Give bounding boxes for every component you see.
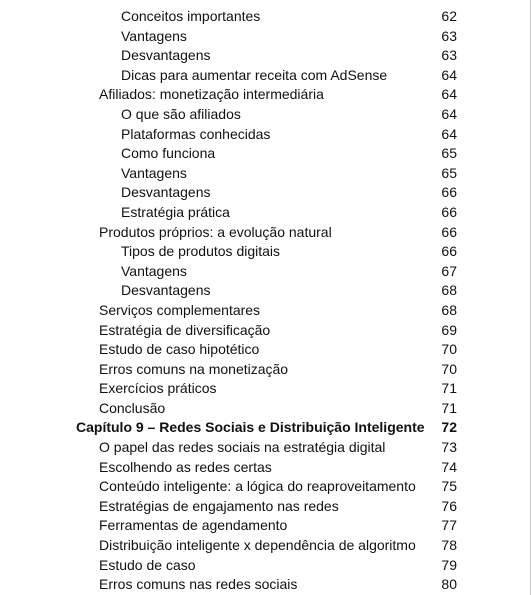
toc-entry (0, 379, 532, 399)
toc-page-number: 74 (441, 458, 457, 475)
toc-page-number: 80 (441, 576, 457, 593)
toc-entry-title: Conceitos importantes (121, 8, 261, 24)
toc-entry-title: Estudo de caso hipotético (99, 341, 260, 358)
toc-entry-title: Conclusão (99, 399, 166, 416)
toc-entry-title: Serviços complementares (99, 301, 261, 318)
toc-entry-title: Desvantagens (121, 282, 211, 299)
toc-page-number: 65 (441, 145, 457, 162)
toc-entry (0, 399, 532, 419)
toc-page-number: 72 (441, 419, 457, 436)
toc-page-number: 62 (441, 8, 457, 24)
toc-entry-title: Escolhendo as redes certas (99, 458, 272, 475)
toc-entry (0, 164, 532, 184)
toc-page-number: 73 (441, 439, 457, 456)
toc-entry-title: Vantagens (121, 262, 187, 279)
toc-entry (0, 105, 532, 125)
toc-page-number: 65 (441, 164, 457, 181)
toc-entry-title: Como funciona (121, 145, 216, 162)
toc-page-number: 75 (441, 478, 457, 495)
toc-entry-title: Ferramentas de agendamento (99, 517, 288, 534)
toc-entry-title: Exercícios práticos (99, 380, 217, 397)
toc-page-number: 66 (441, 223, 457, 240)
toc-entry (0, 360, 532, 380)
toc-page-number: 66 (441, 184, 457, 201)
toc-chapter-entry (0, 418, 532, 438)
toc-entry (0, 301, 532, 321)
toc-page-number: 64 (441, 125, 457, 142)
toc-entry-title: O que são afiliados (121, 105, 241, 122)
toc-entry-title: Erros comuns na monetização (99, 360, 289, 377)
toc-entry-title: Estudo de caso (99, 556, 196, 573)
toc-page-number: 71 (441, 380, 457, 397)
toc-entry (0, 85, 532, 105)
toc-entry-title: Estratégias de engajamento nas redes (99, 497, 339, 514)
toc-page-number: 66 (441, 243, 457, 260)
toc-entry (0, 458, 532, 478)
toc-entry-title: Capítulo 9 – Redes Sociais e Distribuição Inteligente (76, 419, 425, 436)
table-of-contents (0, 7, 532, 595)
toc-page-number: 71 (441, 399, 457, 416)
toc-entry-title: Estratégia prática (121, 203, 230, 220)
toc-entry (0, 321, 532, 341)
toc-entry (0, 477, 532, 497)
toc-entry-title: Vantagens (121, 164, 187, 181)
toc-entry-title: Desvantagens (121, 184, 211, 201)
toc-entry (0, 66, 532, 86)
toc-entry (0, 556, 532, 576)
toc-page-number: 76 (441, 497, 457, 514)
toc-page-number: 77 (441, 517, 457, 534)
toc-page-number: 69 (441, 321, 457, 338)
toc-entry-title: O papel das redes sociais na estratégia digital (99, 439, 386, 456)
toc-entry (0, 536, 532, 556)
toc-entry-title: Estratégia de diversificação (99, 321, 271, 338)
toc-page-number: 63 (441, 47, 457, 64)
toc-entry-title: Afiliados: monetização intermediária (99, 86, 324, 103)
toc-page-number: 64 (441, 66, 457, 83)
toc-page-number: 70 (441, 360, 457, 377)
toc-page-number: 68 (441, 301, 457, 318)
toc-page-number: 66 (441, 203, 457, 220)
toc-entry-title: Desvantagens (121, 47, 211, 64)
toc-entry (0, 242, 532, 262)
toc-entry-title: Dicas para aumentar receita com AdSense (121, 66, 388, 83)
toc-entry (0, 203, 532, 223)
toc-entry (0, 183, 532, 203)
toc-page-number: 64 (441, 105, 457, 122)
toc-page-number: 67 (441, 262, 457, 279)
toc-entry (0, 7, 532, 27)
toc-entry (0, 144, 532, 164)
toc-entry-title: Vantagens (121, 27, 187, 44)
toc-page-number: 64 (441, 86, 457, 103)
toc-entry (0, 516, 532, 536)
toc-page-number: 79 (441, 556, 457, 573)
toc-entry-title: Distribuição inteligente x dependência de algoritmo (99, 537, 416, 554)
toc-entry-title: Plataformas conhecidas (121, 125, 271, 142)
toc-entry-title: Produtos próprios: a evolução natural (99, 223, 332, 240)
toc-page-number: 70 (441, 341, 457, 358)
toc-entry (0, 125, 532, 145)
toc-entry (0, 262, 532, 282)
toc-entry (0, 575, 532, 595)
toc-page-number: 78 (441, 537, 457, 554)
toc-entry (0, 223, 532, 243)
toc-entry-title: Tipos de produtos digitais (121, 243, 281, 260)
toc-entry-title: Conteúdo inteligente: a lógica do reaproveitamento (99, 478, 416, 495)
toc-entry (0, 46, 532, 66)
toc-entry (0, 27, 532, 47)
toc-page-number: 63 (441, 27, 457, 44)
toc-entry (0, 340, 532, 360)
toc-entry-title: Erros comuns nas redes sociais (99, 576, 298, 593)
toc-entry (0, 438, 532, 458)
toc-page-number: 68 (441, 282, 457, 299)
toc-entry (0, 281, 532, 301)
toc-entry (0, 497, 532, 517)
